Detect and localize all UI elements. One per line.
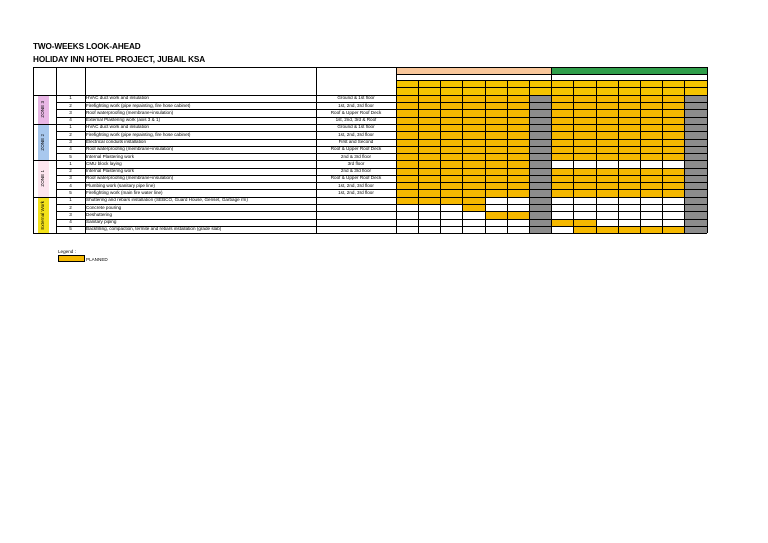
item-number: 4 (69, 219, 72, 225)
item-header (56, 67, 85, 95)
grid-line (33, 67, 34, 233)
zone-label (33, 197, 56, 233)
zone-color-band (38, 161, 49, 197)
item-number: 5 (69, 153, 72, 159)
item-number: 1 (69, 160, 72, 166)
grid-line (33, 67, 707, 68)
report-title: TWO-WEEKS LOOK-AHEAD (33, 42, 141, 51)
activity-name: CMU block laying (86, 160, 122, 166)
item-number: 2 (69, 131, 72, 137)
grid-line (33, 160, 707, 161)
location-name: 2nd & 3rd floor (340, 168, 372, 174)
zone-name: ZONE 3 (40, 101, 46, 118)
legend-planned-label: PLANNED (86, 257, 108, 262)
grid-line (707, 67, 708, 233)
grid-line (551, 67, 552, 233)
activity-name: HVAC duct work and insulation (86, 95, 149, 101)
zone-label (33, 95, 56, 124)
location-name: 1st, 2nd, 3rd floor (338, 189, 374, 195)
grid-line (396, 67, 397, 233)
activity-name: Plumbing work (sanitary pipe line) (86, 182, 155, 188)
legend-swatch (58, 255, 85, 262)
activity-name: Roof waterproofing (membrane+insulation) (86, 146, 174, 152)
activity-name: Shuttering and rebars installation (SEBCO, Guard House, Genset, Garbage rm) (86, 197, 248, 203)
zone-name: ZONE 1 (40, 170, 46, 187)
location-name: 3rd floor (347, 160, 365, 166)
item-number: 1 (69, 95, 72, 101)
item-number: 2 (69, 102, 72, 108)
zone-name: External Work (40, 200, 46, 230)
zone-name: ZONE 2 (40, 134, 46, 151)
grid-line (33, 95, 707, 96)
activity-name: Electrical conduits installation (86, 139, 147, 144)
location-header (316, 67, 396, 95)
item-number: 5 (69, 189, 72, 195)
grid-line (56, 67, 57, 233)
zone-label (33, 161, 56, 197)
activity-header (85, 67, 316, 95)
location-name: Ground & 1st floor (337, 95, 375, 101)
location-name: Roof & Upper Roof Deck (330, 146, 382, 152)
activity-name: Firefighting work (pipe repainting, fire hose cabinet) (86, 131, 191, 137)
activity-name: Concrete pouring (86, 204, 122, 210)
activity-name: Roof waterproofing (membrane+insulation) (86, 109, 174, 115)
item-number: 2 (69, 204, 72, 210)
item-number: 3 (69, 139, 72, 144)
location-name: 1st, 2nd, 3rd floor (338, 131, 374, 137)
legend-title: Legend : (58, 249, 76, 254)
location-name: First and Second (338, 139, 374, 144)
location-name: 1st, 2nd, 3rd floor (338, 182, 374, 188)
item-number: 3 (69, 109, 72, 115)
grid-line (33, 233, 707, 234)
grid-line (85, 67, 86, 233)
activity-name: Backfilling, compaction, termite and rebars installation (grade slab) (86, 226, 222, 232)
activity-name: Deshuttering (86, 211, 113, 217)
activity-name: Sanitary piping (86, 219, 117, 225)
project-title: HOLIDAY INN HOTEL PROJECT, JUBAIL KSA (33, 55, 206, 64)
item-number: 2 (69, 168, 72, 174)
item-number: 3 (69, 175, 72, 181)
activity-name: External Plastering work (axis 3 & 1) (86, 117, 161, 123)
location-name: 2nd & 3rd floor (340, 153, 372, 159)
location-name: Roof & Upper Roof Deck (330, 109, 382, 115)
activity-name: Firefighting work (main fire water line) (86, 189, 163, 195)
zone-color-band (38, 124, 49, 160)
zone-header (33, 67, 56, 95)
item-number: 5 (69, 226, 72, 232)
zone-label (33, 124, 56, 160)
item-number: 4 (69, 146, 72, 152)
location-name: Ground & 1st floor (337, 124, 375, 130)
zone-color-band (38, 197, 49, 233)
activity-name: Internal Plastering work (86, 168, 135, 174)
activity-name: Internal Plastering work (86, 153, 135, 159)
location-name: 1st, 2nd, 3rd & Roof (335, 117, 377, 123)
zone-color-band (38, 95, 49, 124)
grid-line (33, 124, 707, 125)
location-name: 1st, 2nd, 3rd floor (338, 102, 374, 108)
item-number: 4 (69, 182, 72, 188)
item-number: 1 (69, 197, 72, 203)
grid-line (316, 67, 317, 233)
item-number: 4 (69, 117, 72, 123)
item-number: 3 (69, 211, 72, 217)
activity-name: Firefighting work (pipe repainting, fire hose cabinet) (86, 102, 191, 108)
activity-name: Roof waterproofing (membrane+insulation) (86, 175, 174, 181)
activity-name: HVAC duct work and insulation (86, 124, 149, 130)
item-number: 1 (69, 124, 72, 130)
grid-line (33, 197, 707, 198)
location-name: Roof & Upper Roof Deck (330, 175, 382, 181)
